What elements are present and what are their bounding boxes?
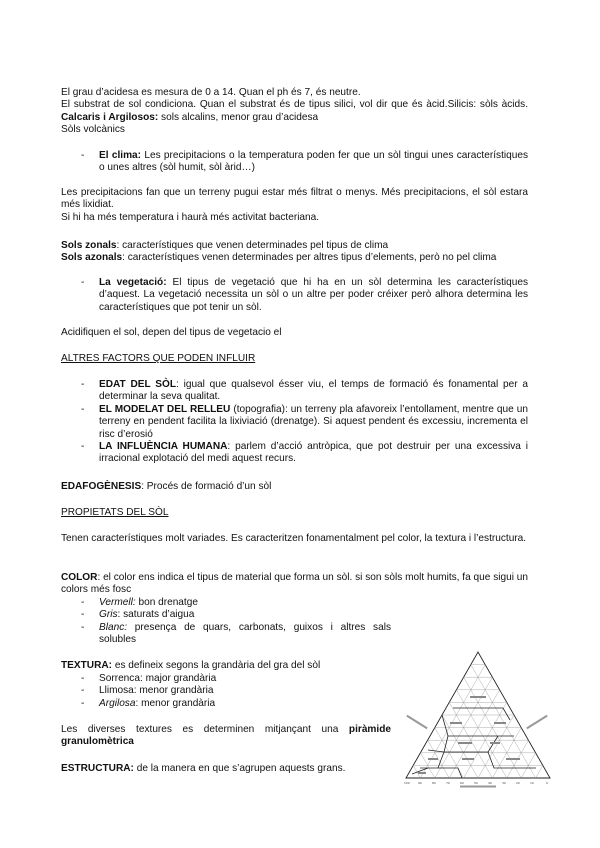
diverses-bold: piràmide granulomètrica (61, 724, 391, 748)
vegetacio-text: El tipus de vegetació que hi ha en un sòl determina les característiques d’aquest. La vegetació necessita un sòl o un altre per poder créixer però alhora determina les característiques que pot tenir un sòl. (99, 277, 528, 313)
color-item-text: presença de quars, carbonats, guixos i altres sals solubles (99, 621, 391, 646)
color-item (61, 622, 391, 647)
propietats-heading-block (61, 507, 528, 519)
textura-item-name: Argilosa (99, 697, 136, 709)
vegetacio-item (61, 277, 528, 314)
color-label: COLOR (61, 572, 98, 583)
svg-text:20: 20 (516, 781, 520, 785)
svg-text:80: 80 (432, 781, 436, 785)
precip-line-1: Les precipitacions fan que un terreny pugui estar més filtrat o menys. Més precipitacions, el sòl estara més lixidiat. (61, 187, 528, 211)
svg-text:90: 90 (418, 781, 422, 785)
vegetacio-dash: - (81, 277, 85, 288)
azonals-text: : característiques venen determinades per altres tipus d’elements, però no pel clima (122, 252, 497, 264)
altres-item-text: : parlem d’acció antròpica, que pot destruir per una excessiva i irracional explotació del medi aquest recurs. (99, 441, 529, 465)
textura-item (61, 698, 391, 710)
svg-text:0: 0 (546, 781, 548, 785)
clima-item (61, 150, 528, 175)
intro-line-3: Sòls volcànics (61, 124, 125, 136)
propietats-heading: PROPIETATS DEL SÒL (61, 507, 169, 518)
estructura-label: ESTRUCTURA: (61, 763, 134, 774)
altres-heading-block (61, 353, 528, 365)
intro-line-2 (61, 99, 528, 124)
azonals-label: Sols azonals (61, 252, 123, 264)
altres-item-relleu (61, 404, 528, 441)
altres-item-dash: - (81, 379, 85, 390)
color-item-dash: - (81, 597, 85, 608)
color-item-text: bon drenatge (135, 597, 198, 608)
svg-text:70: 70 (446, 781, 450, 785)
color-item-dash: - (81, 609, 85, 621)
vegetacio-label: La vegetació: (99, 277, 167, 288)
textura-label: TEXTURA: (61, 660, 113, 671)
propietats-paragraph (61, 533, 528, 545)
textura-item-text: Sorrenca: major grandària (99, 673, 217, 684)
color-item-name: Blanc: (99, 621, 128, 633)
precip-line-2: Si hi ha més temperatura i haurà més activitat bacteriana. (61, 211, 320, 223)
svg-text:100: 100 (404, 781, 410, 785)
altres-item-edat (61, 379, 528, 404)
svg-text:30: 30 (502, 781, 506, 785)
diverses-text: Les diverses textures es determinen mitjançant una (61, 724, 349, 735)
intro-paragraph (61, 87, 528, 137)
altres-item-dash: - (81, 441, 85, 453)
altres-item-text: : igual que qualsevol ésser viu, el temps de formació és fonamental per a determinar la seva qualitat. (99, 379, 529, 403)
edafo-label: EDAFOGÈNESIS (61, 481, 142, 492)
azonals-line (61, 252, 528, 264)
svg-text:10: 10 (530, 781, 534, 785)
texture-class-boundaries (412, 708, 536, 778)
edafo-paragraph (61, 481, 528, 493)
intro-line-1: El grau d’acidesa es mesura de 0 a 14. Quan el ph és 7, és neutre. (61, 87, 361, 98)
textura-item (61, 685, 391, 697)
zonals-text: : característiques que venen determinades pel tipus de clima (116, 240, 389, 251)
clima-dash: - (81, 150, 85, 161)
textura-item-text: Llimosa: menor grandària (99, 685, 214, 697)
textura-item (61, 673, 391, 685)
intro-line-2-bold: Calcaris i Argilosos: (61, 111, 159, 123)
acidifiquen-paragraph (61, 327, 528, 339)
altres-item-label: LA INFLUÈNCIA HUMANA (99, 441, 228, 453)
altres-list (61, 379, 528, 466)
color-item-dash: - (81, 621, 85, 633)
color-paragraph (61, 572, 528, 597)
svg-text:60: 60 (460, 781, 464, 785)
zonals-paragraph (61, 240, 528, 265)
color-item (61, 609, 391, 621)
textura-item-dash: - (81, 697, 85, 709)
intro-line-2-text: El substrat de sol condiciona. Quan el substrat és de tipus silici, vol dir que és àcid.Silicis: sòls àcids. (61, 99, 528, 111)
intro-line-2-tail: sols alcalins, menor grau d’acidesa (158, 111, 319, 123)
diverses-paragraph (61, 724, 391, 749)
altres-heading: ALTRES FACTORS QUE PODEN INFLUIR (61, 353, 256, 364)
altres-item-text: (topografia): un terreny pla afavoreix l’entollament, mentre que un terreny en pendent facilita la lixiviació (drenatge). Si aquest pendent és excessiu, incrementa el risc d’erosió (99, 403, 528, 440)
altres-item-label: EDAT DEL SÒL (99, 379, 177, 390)
precip-paragraph (61, 187, 528, 224)
svg-text:40: 40 (488, 781, 492, 785)
triangle-axis-ticks (404, 715, 548, 788)
zonals-line (61, 240, 528, 252)
texture-triangle-image (398, 640, 558, 790)
color-text: : el color ens indica el tipus de material que forma un sòl. si son sòls molt humits, fa que sigui un colors més fosc (61, 572, 528, 596)
propietats-text: Tenen característiques molt variades. Es caracteritzen fonamentalment pel color, la textura i l’estructura. (61, 533, 527, 544)
textura-text: es defineix segons la grandària del gra del sòl (112, 660, 321, 671)
textura-list (61, 673, 391, 710)
altres-item-huma (61, 441, 528, 466)
svg-text:50: 50 (474, 781, 478, 785)
edafo-text: : Procés de formació d’un sòl (141, 481, 272, 492)
altres-item-label: EL MODELAT DEL RELLEU (99, 403, 231, 415)
zonals-label: Sols zonals (61, 240, 117, 251)
estructura-text: de la manera en que s’agrupen aquests grans. (133, 763, 346, 774)
textura-item-dash: - (81, 673, 85, 684)
color-item-name: Vermell: (99, 597, 136, 608)
triangle-grid (413, 665, 543, 778)
textura-item-dash: - (81, 685, 85, 697)
textura-paragraph (61, 660, 391, 672)
altres-item-dash: - (81, 403, 85, 415)
color-item (61, 597, 391, 609)
acidifiquen-text: Acidifiquen el sol, depen del tipus de vegetacio el (61, 327, 282, 338)
color-list (61, 597, 391, 647)
clima-text: Les precipitacions o la temperatura poden fer que un sòl tingui unes característiques o unes altres (sòl humit, sòl àrid…) (99, 150, 528, 174)
estructura-paragraph (61, 763, 391, 775)
clima-label: El clima: (99, 150, 142, 161)
textura-item-text: : menor grandària (135, 697, 216, 709)
color-item-text: : saturats d’aigua (117, 609, 195, 621)
color-item-name: Gris (99, 609, 118, 621)
